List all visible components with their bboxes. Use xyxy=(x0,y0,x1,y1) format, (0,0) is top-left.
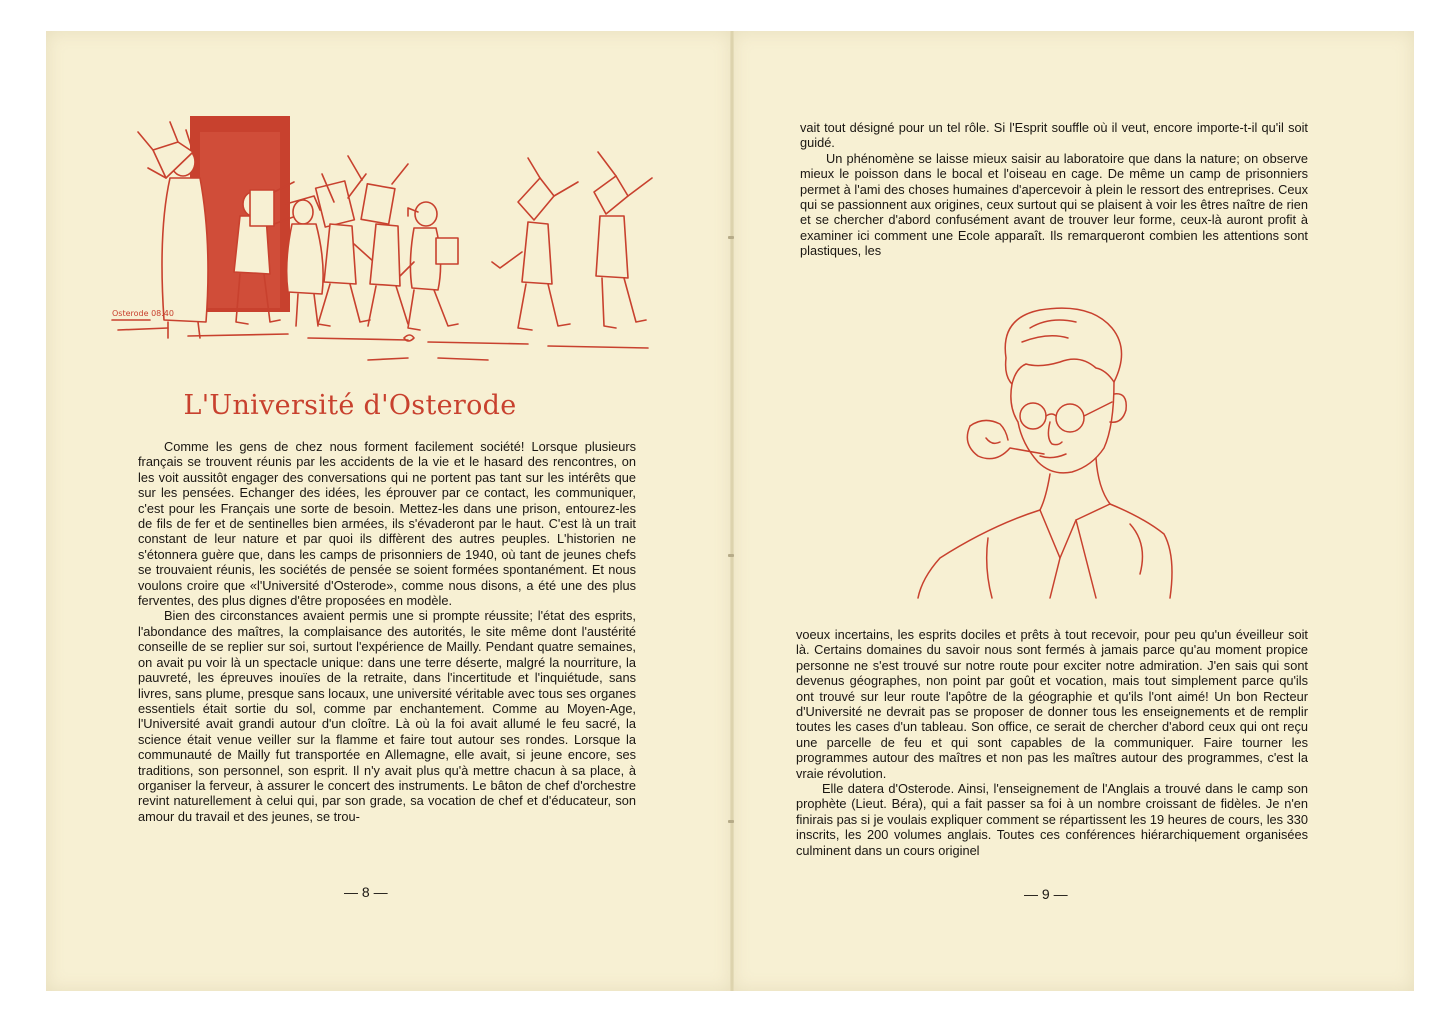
book-gutter xyxy=(730,31,734,991)
right-body-text-bottom xyxy=(796,627,1308,858)
paragraph: voeux incertains, les esprits dociles et prêts à tout recevoir, pour peu qu'un éveilleur soit là. Certains domaines du savoir nous sont fermés à jamais parce qu'au moment propice personne ne s'est trouvé sur notre route pour exciter notre admiration. J'en sais qui sont devenus géographes, non point par goût et vocation, mais tout simplement parce qu'ils ont trouvé sur leur route l'apôtre de la géographie et qu'ils l'ont aimé! Un bon Recteur d'Université ne devrait pas se proposer de donner tous les enseignements et de remplir toutes les cases d'un tableau. Son office, ce serait de chercher d'abord ceux qui ont reçu une parcelle de feu et qui sont capables de la communiquer. Faire tourner les programmes autour des maîtres et non pas les maîtres autour des programmes, c'est la vraie révolution. xyxy=(796,627,1308,781)
left-body-text xyxy=(138,439,636,824)
prisoners-procession-illustration xyxy=(108,112,668,364)
illustration-signature: Osterode 08.40 xyxy=(112,309,174,318)
page-number-left: — 8 — xyxy=(344,884,388,900)
binding-stitch xyxy=(728,236,734,239)
paragraph: Elle datera d'Osterode. Ainsi, l'enseignement de l'Anglais a trouvé dans le camp son prophète (Lieut. Béra), qui a fait passer sa foi à un nombre croissant de fidèles. Je n'en finirais pas si je voulais expliquer comment se répartissent les 19 heures de cours, les 330 inscrits, les 200 volumes anglais. Toutes ces conférences hiérarchiquement organisées culminent dans un cours originel xyxy=(796,781,1308,858)
paragraph: Bien des circonstances avaient permis une si prompte réussite; l'état des esprits, l'abondance des maîtres, la complaisance des autorités, le site même dont l'austérité conseille de se replier sur soi, surtout l'expérience de Mailly. Pendant quatre semaines, on avait pu voir là un spectacle unique: dans une terre déserte, malgré la nourriture, la pauvreté, les épreuves inouïes de la retraite, dans l'incertitude et l'inquiétude, sans livres, sans plume, presque sans locaux, une université véritable avec tous ses organes essentiels était sortie du sol, comme par enchantement. Comme au Moyen-Age, l'Université avait grandi autour d'un cloître. Là où la foi avait allumé le feu sacré, la science était venue veiller sur la flamme et faire tout autour ses rondes. Lorsque la communauté de Mailly fut transportée en Allemagne, elle avait, si jeune encore, ses traditions, son personnel, son esprit. Il n'y avait plus qu'à mettre chacun à sa place, à organiser la ferveur, à assurer le concert des instruments. Le bâton de chef d'orchestre revint naturellement à celui qui, par son grade, sa vocation de chef et d'éducateur, son amour du travail et des jeunes, se trou- xyxy=(138,608,636,824)
paragraph: vait tout désigné pour un tel rôle. Si l'Esprit souffle où il veut, encore importe-t-il qu'il soit guidé. xyxy=(800,120,1308,151)
paragraph: Comme les gens de chez nous forment facilement société! Lorsque plusieurs français se trouvent réunis par les accidents de la vie et le hasard des rencontres, on les voit aussitôt engager des conversations qui ne portent pas tant sur les intérêts que sur les pensées. Echanger des idées, les éprouver par ce contact, les communiquer, c'est pour les Français une sorte de besoin. Mettez-les dans une prison, entourez-les de fils de fer et de sentinelles bien armées, ils s'évaderont par le haut. C'est là un trait constant de leur nature et par quoi ils diffèrent des autres peuples. L'historien ne s'étonnera guère que, dans les camps de prisonniers de 1940, où tant de jeunes chefs se trouvaient réunis, les sociétés de pensée se soient formées spontanément. Et nous voulons croire que «l'Université d'Osterode», comme nous disons, a été une des plus ferventes, des plus dignes d'être proposées en modèle. xyxy=(138,439,636,609)
binding-stitch xyxy=(728,820,734,823)
right-body-text-top xyxy=(800,120,1308,259)
chapter-title: L'Université d'Osterode xyxy=(183,390,517,421)
binding-stitch xyxy=(728,554,734,557)
portrait-with-pipe-illustration xyxy=(900,298,1190,610)
paragraph: Un phénomène se laisse mieux saisir au laboratoire que dans la nature; on observe mieux le poisson dans le bocal et l'oiseau en cage. De même un camp de prisonniers permet à l'ami des choses humaines d'apercevoir à plein le ressort des entreprises. Ceux qui se passionnent aux origines, ceux surtout qui se plaisent à voir les êtres naître de rien et se chercher d'abord confusément avant de trouver leur forme, ceux-là auront profit à examiner ici comment une Ecole apparaît. Ils remarqueront combien les attentions sont plastiques, les xyxy=(800,150,1308,259)
page-number-right: — 9 — xyxy=(1024,886,1068,902)
